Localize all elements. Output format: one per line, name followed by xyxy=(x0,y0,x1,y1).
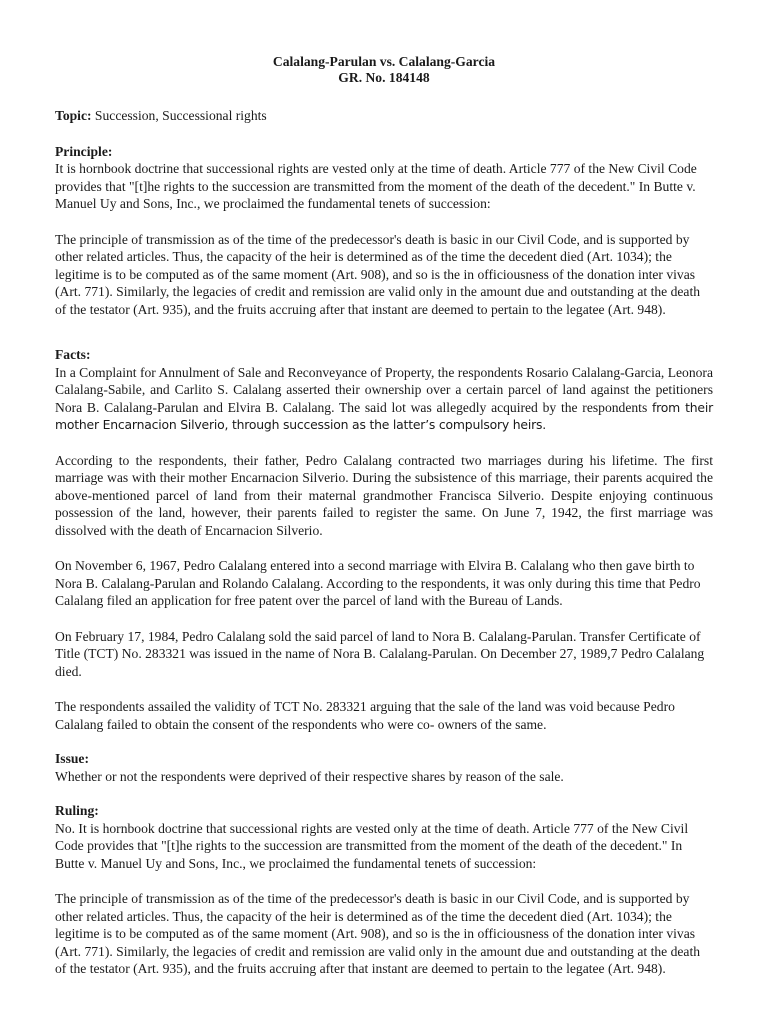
topic-line xyxy=(55,107,713,125)
issue-section xyxy=(55,750,713,785)
issue-paragraph: Whether or not the respondents were deprived of their respective shares by reason of the sale. xyxy=(55,768,564,784)
facts-paragraph-2: According to the respondents, their father, Pedro Calalang contracted two marriages during his lifetime. The first marriage was with their mother Encarnacion Silverio. During the subsistence of this marriage, their parents acquired the above-mentioned parcel of land from their maternal grandmother Francisca Silverio. Despite enjoying continuous possession of the land, however, their parents failed to register the same. On June 7, 1942, the first marriage was dissolved with the death of Encarnacion Silverio. xyxy=(55,452,713,538)
principle-paragraph-1: It is hornbook doctrine that successional rights are vested only at the time of death. Article 777 of the New Civil Code provides that "[t]he rights to the succession are transmitted from the moment of the death of the decedent." In Butte v. Manuel Uy and Sons, Inc., we proclaimed the fundamental tenets of succession: xyxy=(55,161,697,211)
document-title xyxy=(55,54,713,86)
principle-section xyxy=(55,143,713,319)
facts-paragraph-5: The respondents assailed the validity of TCT No. 283321 arguing that the sale of the land was void because Pedro Calalang failed to obtain the consent of the respondents who were co- owners of the same. xyxy=(55,699,675,732)
facts-paragraph-3: On November 6, 1967, Pedro Calalang entered into a second marriage with Elvira B. Calalang who then gave birth to Nora B. Calalang-Parulan and Rolando Calalang. According to the respondents, it was only during this time that Pedro Calalang filed an application for free patent over the parcel of land with the Bureau of Lands. xyxy=(55,558,701,608)
ruling-section xyxy=(55,802,713,978)
facts-paragraph-1-text: In a Complaint for Annulment of Sale and Reconveyance of Property, the respondents Rosario Calalang-Garcia, Leonora Calalang-Sabile, and Carlito S. Calalang asserted their ownership over a certain parcel of land against the petitioners Nora B. Calalang-Parulan and Elvira B. Calalang. The said lot was allegedly acquired by the respondents xyxy=(55,364,713,415)
case-number: GR. No. 184148 xyxy=(338,70,430,85)
facts-paragraph-1-tail: from their mother Encarnacion Silverio, through succession as the latter’s compulsory heirs. xyxy=(55,399,713,432)
facts-section xyxy=(55,346,713,733)
facts-paragraph-1 xyxy=(55,364,713,434)
facts-heading: Facts: xyxy=(55,347,91,362)
facts-paragraph-4: On February 17, 1984, Pedro Calalang sold the said parcel of land to Nora B. Calalang-Parulan. Transfer Certificate of Title (TCT) No. 283321 was issued in the name of Nora B. Calalang-Parulan. On December 27, 1989,7 Pedro Calalang died. xyxy=(55,628,705,679)
principle-paragraph-2: The principle of transmission as of the time of the predecessor's death is basic in our Civil Code, and is supported by other related articles. Thus, the capacity of the heir is determined as of the time the decedent died (Art. 1034); the legitime is to be computed as of the same moment (Art. 908), and so is the in officiousness of the donation inter vivas (Art. 771). Similarly, the legacies of credit and remission are valid only in the amount due and outstanding at the death of the testator (Art. 935), and the fruits accruing after that instant are deemed to pertain to the legatee (Art. 948). xyxy=(55,231,701,317)
ruling-heading: Ruling: xyxy=(55,803,99,818)
case-title: Calalang-Parulan vs. Calalang-Garcia xyxy=(272,54,496,69)
ruling-paragraph-1: No. It is hornbook doctrine that successional rights are vested only at the time of death. Article 777 of the New Civil Code provides that "[t]he rights to the succession are transmitted from the moment of the death of the decedent." In Butte v. Manuel Uy and Sons, Inc., we proclaimed the fundamental tenets of succession: xyxy=(55,820,689,871)
principle-heading: Principle: xyxy=(55,143,113,159)
topic-label: Topic: xyxy=(55,108,92,123)
ruling-paragraph-2: The principle of transmission as of the time of the predecessor's death is basic in our Civil Code, and is supported by other related articles. Thus, the capacity of the heir is determined as of the time the decedent died (Art. 1034); the legitime is to be computed as of the same moment (Art. 908), and so is the in officiousness of the donation inter vivas (Art. 771). Similarly, the legacies of credit and remission are valid only in the amount due and outstanding at the death of the testator (Art. 935), and the fruits accruing after that instant are deemed to pertain to the legatee (Art. 948). xyxy=(55,891,701,976)
issue-heading: Issue: xyxy=(55,751,89,766)
topic-value: Succession, Successional rights xyxy=(94,108,267,123)
